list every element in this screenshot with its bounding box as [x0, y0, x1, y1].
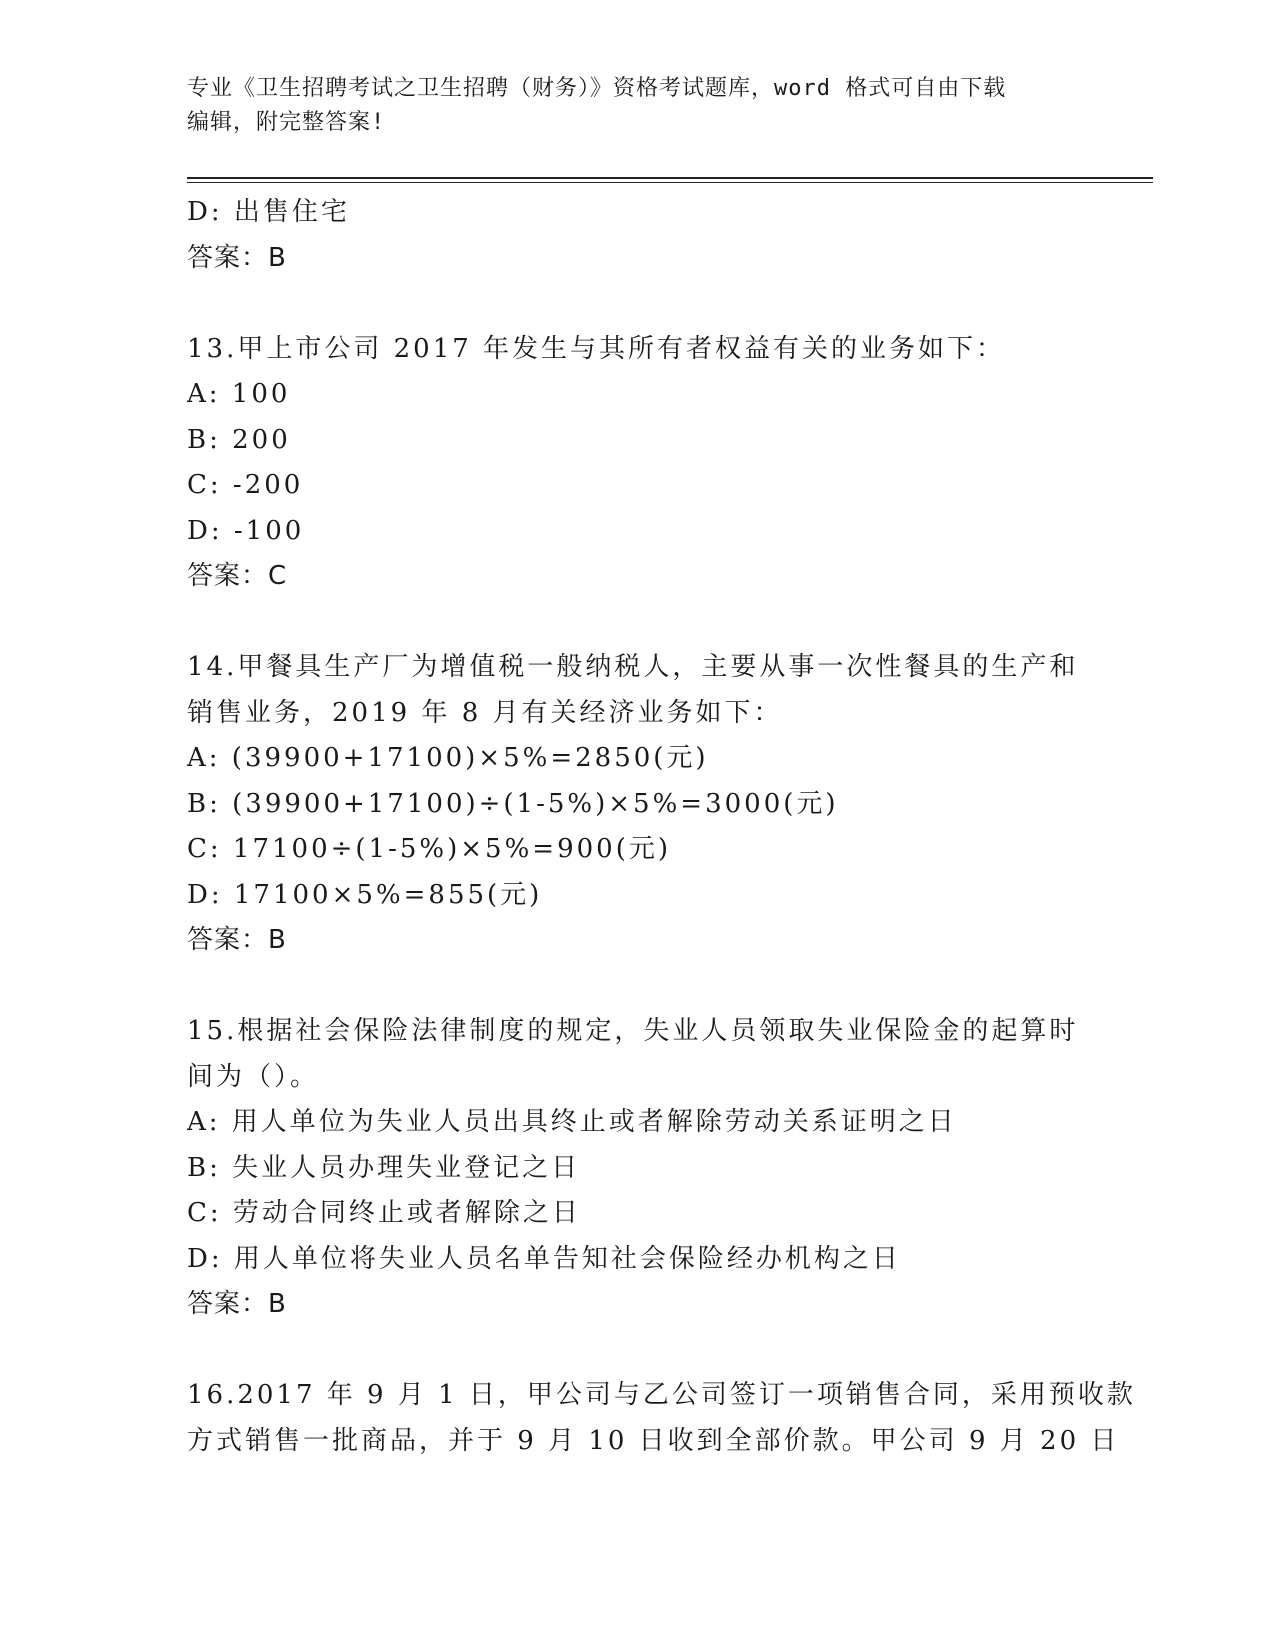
spacer [187, 1328, 1087, 1374]
q15-stem-line-2: 间为（）。 [187, 1061, 320, 1092]
header-title-line-2: 编辑，附完整答案! [187, 110, 386, 135]
q13-option-b: B: 200 [187, 424, 291, 455]
q13-option-d: D: -100 [187, 515, 305, 546]
question-list [187, 190, 1136, 1464]
q15-option-b: B: 失业人员办理失业登记之日 [187, 1152, 581, 1183]
q13-stem: 13.甲上市公司 2017 年发生与其所有者权益有关的业务如下： [187, 333, 1006, 364]
q13-answer: 答案：C [187, 561, 288, 591]
header-title-line-1: 专业《卫生招聘考试之卫生招聘（财务）》资格考试题库，word 格式可自由下载 [187, 76, 1007, 101]
q15-stem-line-1: 15.根据社会保险法律制度的规定，失业人员领取失业保险金的起算时 [187, 1016, 1079, 1046]
q14-answer: 答案：B [187, 925, 287, 955]
document-header [187, 72, 1087, 140]
q15-option-c: C: 劳动合同终止或者解除之日 [187, 1198, 581, 1228]
q12-option-d: D: 出售住宅 [187, 197, 350, 227]
q13-option-a: A: 100 [187, 379, 291, 409]
q15-answer: 答案：B [187, 1289, 287, 1319]
q16-stem-line-2: 方式销售一批商品，并于 9 月 10 日收到全部价款。甲公司 9 月 20 日 [187, 1425, 1120, 1456]
spacer [187, 600, 1087, 646]
q14-option-a: A: (39900+17100)×5%=2850(元) [187, 743, 709, 773]
header-divider-thick [187, 177, 1153, 179]
q14-stem-line-1: 14.甲餐具生产厂为增值税一般纳税人，主要从事一次性餐具的生产和 [187, 652, 1079, 682]
q13-option-c: C: -200 [187, 470, 304, 500]
header-divider-thin [187, 182, 1153, 183]
q14-option-c: C: 17100÷(1-5%)×5%=900(元) [187, 834, 672, 864]
spacer [187, 281, 1087, 327]
q15-option-a: A: 用人单位为失业人员出具终止或者解除劳动关系证明之日 [187, 1107, 957, 1137]
q14-stem-line-2: 销售业务，2019 年 8 月有关经济业务如下： [187, 697, 783, 728]
q12-answer: 答案：B [187, 242, 287, 273]
q14-option-d: D: 17100×5%=855(元) [187, 879, 543, 910]
spacer [187, 964, 1087, 1010]
q14-option-b: B: (39900+17100)÷(1-5%)×5%=3000(元) [187, 788, 839, 819]
q16-stem-line-1: 16.2017 年 9 月 1 日，甲公司与乙公司签订一项销售合同，采用预收款 [187, 1380, 1136, 1410]
q15-option-d: D: 用人单位将失业人员名单告知社会保险经办机构之日 [187, 1243, 901, 1274]
